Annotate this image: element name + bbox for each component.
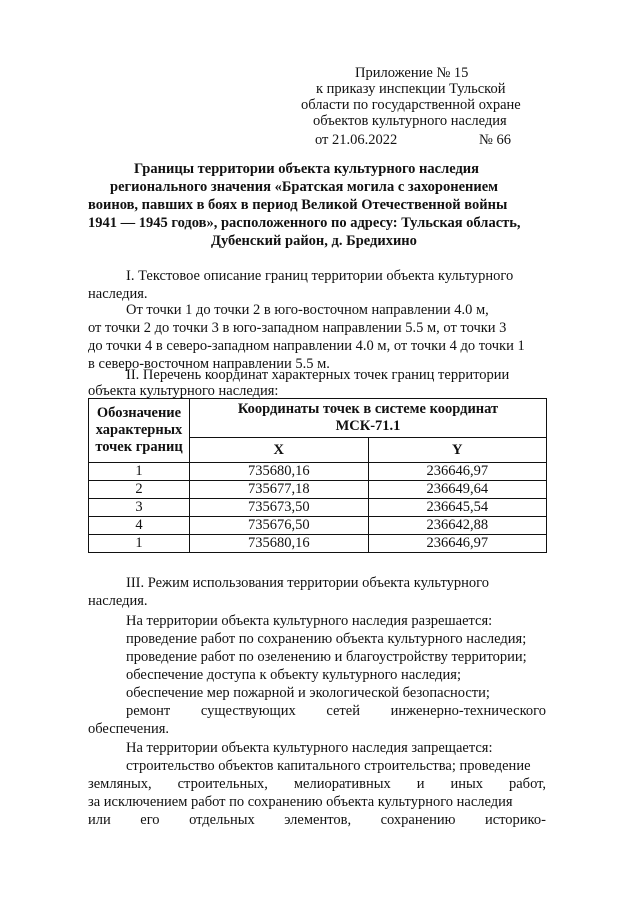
word: и <box>416 776 425 792</box>
section-1-text-line-2: от точки 2 до точки 3 в юго-западном направлении 5.5 м, от точки 3 <box>88 320 507 336</box>
point-cell: 1 <box>89 463 190 481</box>
word: сетей <box>326 703 360 719</box>
word: его <box>140 812 160 828</box>
appendix-authority-line2: объектов культурного наследия <box>313 113 507 129</box>
word: отдельных <box>189 812 255 828</box>
coordinate-system-header: Координаты точек в системе координат МСК-71.1 <box>190 399 547 438</box>
appendix-order-line: к приказу инспекции Тульской <box>316 81 506 97</box>
y-cell: 236645,54 <box>368 499 547 517</box>
point-cell: 4 <box>89 517 190 535</box>
section-1-text-line-3: до точки 4 в северо-западном направлении 4.0 м, от точки 4 до точки 1 <box>88 338 525 354</box>
table-row <box>89 535 547 553</box>
word: существующих <box>200 703 296 719</box>
allowed-item-5-end: обеспечения. <box>88 721 170 737</box>
word: работ, <box>509 776 546 792</box>
allowed-item-2: проведение работ по озеленению и благоустройству территории; <box>126 649 527 665</box>
word: или <box>88 812 111 828</box>
word: историко- <box>484 812 546 828</box>
allowed-item-1: проведение работ по сохранению объекта культурного наследия; <box>126 631 527 647</box>
title-line-3: воинов, павших в боях в период Великой Отечественной войны <box>88 197 508 213</box>
point-cell: 1 <box>89 535 190 553</box>
forbidden-line-3: за исключением работ по сохранению объекта культурного наследия <box>88 794 513 810</box>
word: ремонт <box>126 703 171 719</box>
table-row <box>89 481 547 499</box>
word: сохранению <box>380 812 456 828</box>
x-cell: 735673,50 <box>190 499 369 517</box>
section-3-heading: III. Режим использования территории объекта культурного <box>126 575 489 591</box>
order-date: от 21.06.2022 <box>315 132 398 148</box>
table-row <box>89 517 547 535</box>
section-2-heading-cont: объекта культурного наследия: <box>88 383 279 399</box>
allowed-item-4: обеспечение мер пожарной и экологической безопасности; <box>126 685 490 701</box>
title-line-1: Границы территории объекта культурного наследия <box>134 161 480 177</box>
word: инженерно-технического <box>390 703 546 719</box>
y-cell: 236649,64 <box>368 481 547 499</box>
point-cell: 3 <box>89 499 190 517</box>
table-row <box>89 499 547 517</box>
x-cell: 735680,16 <box>190 535 369 553</box>
table-row <box>89 463 547 481</box>
allowed-intro: На территории объекта культурного наследия разрешается: <box>126 613 493 629</box>
word: строительных, <box>177 776 268 792</box>
word: земляных, <box>88 776 152 792</box>
section-3-heading-cont: наследия. <box>88 593 148 609</box>
section-2-heading: II. Перечень координат характерных точек границ территории <box>126 367 510 383</box>
point-designation-header: Обозначение характерных точек границ <box>89 399 190 463</box>
title-line-4: 1941 — 1945 годов», расположенного по адресу: Тульская область, <box>88 215 521 231</box>
appendix-authority-line: области по государственной охране <box>301 97 521 113</box>
order-number: № 66 <box>479 132 511 148</box>
title-line-5: Дубенский район, д. Бредихино <box>211 233 417 249</box>
y-cell: 236646,97 <box>368 463 547 481</box>
y-column-header: Y <box>368 438 547 463</box>
forbidden-line-1: строительство объектов капитального строительства; проведение <box>126 758 531 774</box>
word: иных <box>450 776 483 792</box>
point-cell: 2 <box>89 481 190 499</box>
section-1-text-line-1: От точки 1 до точки 2 в юго-восточном направлении 4.0 м, <box>126 302 489 318</box>
allowed-item-3: обеспечение доступа к объекту культурного наследия; <box>126 667 462 683</box>
forbidden-line-2 <box>88 775 546 793</box>
section-1-heading-cont: наследия. <box>88 286 148 302</box>
x-cell: 735677,18 <box>190 481 369 499</box>
y-cell: 236642,88 <box>368 517 547 535</box>
allowed-item-5 <box>126 702 546 720</box>
word: элементов, <box>284 812 352 828</box>
forbidden-intro: На территории объекта культурного наследия запрещается: <box>126 740 493 756</box>
x-column-header: X <box>190 438 369 463</box>
x-cell: 735676,50 <box>190 517 369 535</box>
title-line-2: регионального значения «Братская могила с захоронением <box>110 179 499 195</box>
y-cell: 236646,97 <box>368 535 547 553</box>
section-1-text-line-4: в северо-восточном направлении 5.5 м. <box>88 356 330 372</box>
section-1-heading: I. Текстовое описание границ территории объекта культурного <box>126 268 514 284</box>
appendix-number: Приложение № 15 <box>355 65 469 81</box>
x-cell: 735680,16 <box>190 463 369 481</box>
word: мелиоративных <box>293 776 391 792</box>
coordinates-table <box>88 398 547 553</box>
forbidden-line-4 <box>88 811 546 829</box>
